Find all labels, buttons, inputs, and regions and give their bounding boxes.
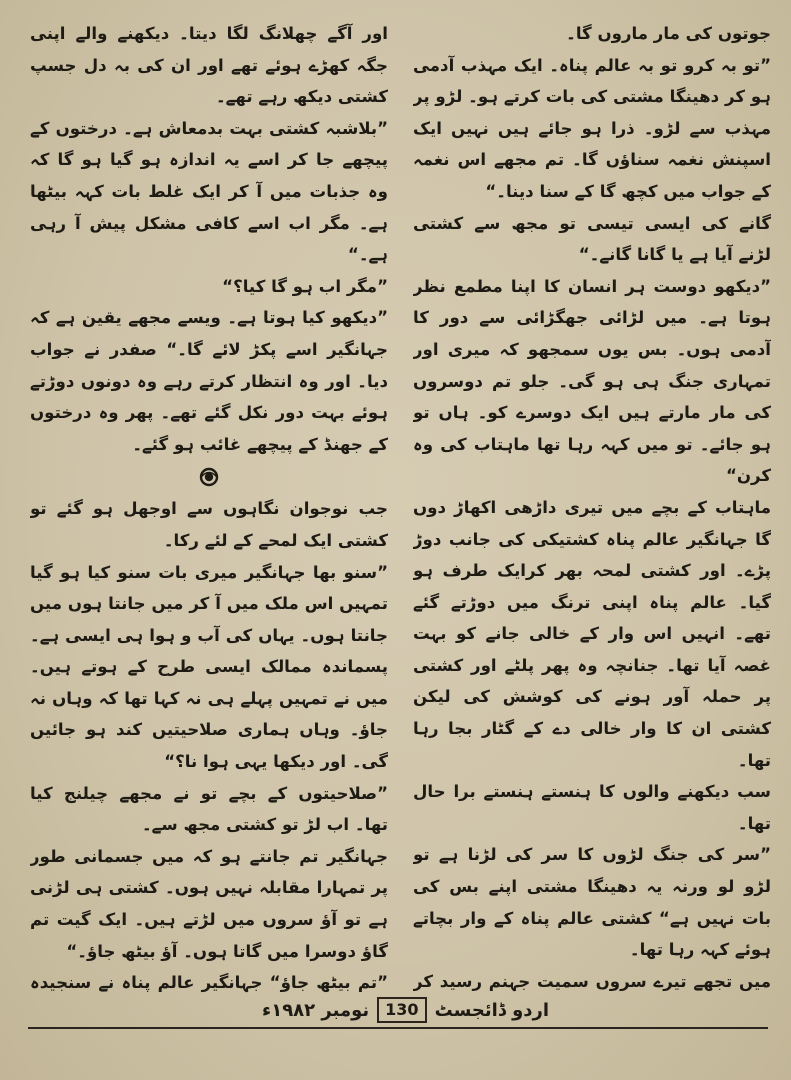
paragraph: ”بلاشبہ کشتی بہت بدمعاش ہے۔ درختوں کے پیچھے جا کر اسے یہ اندازہ ہو گیا ہو گا کہ وہ جذبات میں آ کر ایک غلط بات کہہ بیٹھا ہے۔ مگر اب اسے کافی مشکل پیش آ رہی ہے۔“ (30, 118, 388, 265)
paragraph: جوتوں کی مار ماروں گا۔ (566, 24, 771, 43)
paragraph: ”سنو بھا جہانگیر میری بات سنو کیا ہو گیا تمہیں اس ملک میں آ کر میں جانتا ہوں میں جانتا ہوں۔ یہاں کی آب و ہوا ہی ایسی ہے۔ پسماندہ ممالک ایسی طرح کے ہوتے ہیں۔ میں نے تمہیں پہلے ہی نہ کہا تھا کہ وہاں نہ جاؤ۔ وہاں ہماری صلاحیتیں کند ہو جائیں گی۔ اور دیکھا یہی ہوا نا؟“ (30, 562, 388, 772)
paragraph: ”سر کی جنگ لڑوں کا سر کی لڑنا ہے تو لڑو لو ورنہ یہ دھینگا مشتی اپنے بس کی بات نہیں ہے“ کشتی عالم پناہ کے وار بچاتے ہوئے کہہ رہا تھا۔ (413, 845, 771, 960)
paragraph: میں تجھے تیرے سروں سمیت جہنم رسید کر (413, 971, 771, 991)
section-ornament (30, 460, 388, 493)
footer-rule (28, 1027, 768, 1029)
paragraph: جہانگیر تم جانتے ہو کہ میں جسمانی طور پر تمہارا مقابلہ نہیں ہوں۔ کشتی ہی لڑنی ہے تو آؤ سروں میں لڑتے ہیں۔ ایک گیت تم گاؤ دوسرا میں گاتا ہوں۔ آؤ بیٹھ جاؤ۔“ (30, 846, 388, 961)
page-footer (0, 995, 791, 1045)
page-number: 130 (377, 997, 426, 1023)
magazine-title: اردو ڈائجسٹ (434, 999, 550, 1021)
paragraph: ”صلاحیتوں کے بچے تو نے مجھے چیلنج کیا تھا۔ اب لڑ تو کشتی مجھ سے۔ (30, 783, 388, 835)
paragraph: ”مگر اب ہو گا کیا؟“ (222, 276, 388, 296)
paragraph: ”تو بہ کرو تو بہ عالم پناہ۔ ایک مہذب آدمی ہو کر دھینگا مشتی کی بات کرتے ہو۔ لڑو پر مہذب سے لڑو۔ ذرا ہو جائے ہیں نہیں ایک اسپنش نغمہ سناؤں گا۔ تم مجھے اس نغمہ کے جواب میں کچھ گا کے سنا دینا۔“ (413, 55, 771, 201)
paragraph: ”دیکھو کیا ہوتا ہے۔ ویسے مجھے یقین ہے کہ جہانگیر اسے پکڑ لائے گا۔“ صفدر نے جواب دیا۔ اور وہ انتظار کرتے رہے وہ دونوں دوڑتے ہوئے بہت دور نکل گئے تھے۔ پھر وہ درختوں کے جھنڈ کے پیچھے غائب ہو گئے۔ (30, 308, 388, 454)
paragraph: ”دیکھو دوست ہر انسان کا اپنا مطمع نظر ہوتا ہے۔ میں لڑائی جھگڑائی سے دور کا آدمی ہوں۔ بس یوں سمجھو کہ میری اور تمہاری جنگ ہی ہو گی۔ جلو تم دوسروں کی مار مارتے ہیں ایک دوسرے کو۔ ہاں تو ہو جائے۔ تو میں کہہ رہا تھا ماہتاب کی وہ کرن“ (413, 276, 771, 486)
paragraph: ماہتاب کے بچے میں تیری داڑھی اکھاڑ دوں گا جہانگیر عالم پناہ کشتیکی کی جانب دوڑ پڑے۔ اور کشتی لمحہ بھر کرایک طرف ہو گیا۔ عالم پناہ اپنی ترنگ میں دوڑتے گئے تھے۔ انہیں اس وار کے خالی جانے کو بہت غصہ آیا تھا۔ جنانچہ وہ پھر پلٹے اور کشتی پر حملہ آور ہونے کی کوشش کی لیکن کشتی ان کا وار خالی دے کے گٹار بجا رہا تھا۔ (413, 497, 771, 770)
paragraph: اور آگے چھلانگ لگا دیتا۔ دیکھنے والے اپنی جگہ کھڑے ہوئے تھے اور ان کی بہ دل جسپ کشتی دیکھ رہے تھے۔ (30, 24, 388, 107)
right-column (413, 18, 771, 993)
issue-date: نومبر ۱۹۸۲ء (262, 999, 370, 1021)
left-column (30, 18, 388, 993)
paragraph: سب دیکھنے والوں کا ہنستے ہنستے برا حال تھا۔ (413, 782, 771, 833)
paragraph: ”تم بیٹھ جاؤ“ جہانگیر عالم پناہ نے سنجیدہ (30, 973, 388, 993)
paragraph: جب نوجوان نگاہوں سے اوجھل ہو گئے تو کشتی ایک لمحے کے لئے رکا۔ (30, 499, 388, 550)
swirl-ornament-icon (198, 466, 220, 488)
footer-line (262, 995, 549, 1025)
paragraph: گانے کی ایسی تیسی تو مجھ سے کشتی لڑنے آیا ہے یا گانا گانے۔“ (413, 213, 771, 265)
